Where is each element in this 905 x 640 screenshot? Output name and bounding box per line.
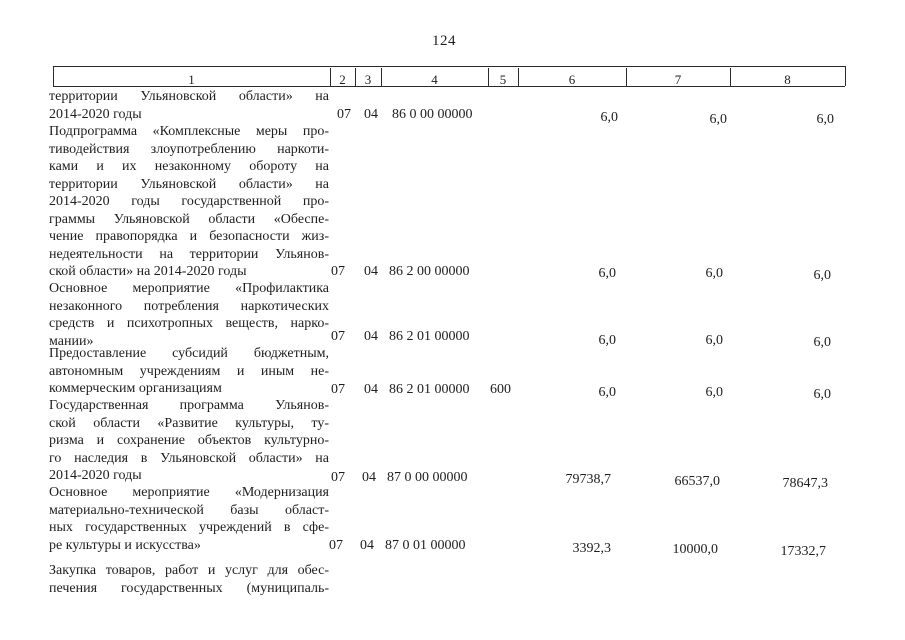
row-description — [49, 123, 329, 281]
section-code: 07 — [329, 538, 343, 553]
description-line: печения государственных (муниципаль- — [49, 580, 329, 596]
amount-col6: 6,0 — [598, 333, 616, 348]
row-description — [49, 88, 329, 123]
description-line: граммы Ульяновской области «Обеспе- — [49, 211, 329, 227]
description-line: территории Ульяновской области» на — [49, 176, 329, 192]
section-code: 07 — [331, 329, 345, 344]
description-line: автономным учреждениям и иным не- — [49, 363, 329, 379]
row-description — [49, 484, 329, 554]
amount-col7: 6,0 — [709, 112, 727, 127]
description-line: Подпрограмма «Комплексные меры про- — [49, 124, 329, 139]
description-line: ных государственных учреждений в сфе- — [49, 520, 329, 535]
description-line: ской области» на 2014-2020 годы — [49, 264, 247, 279]
description-line: 2014-2020 годы — [49, 468, 142, 483]
subsection-code: 04 — [362, 470, 376, 485]
description-line: Основное мероприятие «Профилактика — [49, 281, 329, 296]
target-article-code: 86 2 01 00000 — [389, 329, 470, 344]
description-line: материально-технической базы област- — [49, 502, 329, 518]
section-code: 07 — [331, 470, 345, 485]
description-line: мании» — [49, 333, 94, 349]
header-top-rule — [53, 66, 845, 67]
description-line: территории Ульяновской области» на — [49, 89, 329, 104]
description-line: Предоставление субсидий бюджетным, — [49, 346, 329, 361]
amount-col8: 17332,7 — [780, 544, 826, 559]
expense-type-code: 600 — [490, 382, 511, 397]
target-article-code: 87 0 00 00000 — [387, 470, 468, 485]
target-article-code: 87 0 01 00000 — [385, 538, 466, 553]
section-code: 07 — [331, 264, 345, 279]
amount-col7: 6,0 — [705, 385, 723, 400]
target-article-code: 86 2 00 00000 — [389, 264, 470, 279]
page-number: 124 — [432, 33, 456, 49]
amount-col6: 3392,3 — [572, 541, 611, 556]
description-line: Закупка товаров, работ и услуг для обес- — [49, 563, 329, 578]
column-header: 4 — [431, 72, 438, 87]
row-description — [49, 280, 329, 350]
amount-col6: 6,0 — [598, 385, 616, 400]
target-article-code: 86 0 00 00000 — [392, 107, 473, 122]
description-line: незаконного потребления наркотических — [49, 298, 329, 314]
subsection-code: 04 — [364, 264, 378, 279]
description-line: недеятельности на территории Ульянов- — [49, 246, 329, 262]
amount-col7: 6,0 — [705, 333, 723, 348]
description-line: 2014-2020 годы — [49, 106, 142, 122]
subsection-code: 04 — [364, 329, 378, 344]
column-header: 8 — [784, 72, 791, 87]
column-header: 1 — [188, 72, 195, 87]
description-line: Государственная программа Ульянов- — [49, 398, 329, 413]
subsection-code: 04 — [364, 107, 378, 122]
section-code: 07 — [337, 107, 351, 122]
column-header: 5 — [499, 72, 507, 87]
description-line: ре культуры и искусства» — [49, 537, 201, 553]
description-line: средств и психотропных веществ, нарко- — [49, 316, 329, 331]
description-line: Основное мероприятие «Модернизация — [49, 485, 329, 500]
column-header: 2 — [339, 72, 346, 87]
description-line: коммерческим организациям — [49, 381, 222, 396]
row-description — [49, 345, 329, 398]
section-code: 07 — [331, 382, 345, 397]
description-line: тиводействия злоупотреблению наркоти- — [49, 141, 329, 157]
amount-col8: 6,0 — [813, 335, 831, 350]
amount-col8: 6,0 — [813, 387, 831, 402]
amount-col6: 6,0 — [598, 266, 616, 281]
table-header — [0, 0, 905, 100]
amount-col7: 6,0 — [705, 266, 723, 281]
column-header: 7 — [674, 72, 682, 87]
column-header: 6 — [568, 72, 576, 87]
column-header: 3 — [364, 72, 372, 87]
row-description — [49, 397, 329, 485]
description-line: ризма и сохранение объектов культурно- — [49, 433, 329, 448]
amount-col6: 79738,7 — [565, 472, 611, 487]
amount-col7: 10000,0 — [672, 542, 718, 557]
amount-col7: 66537,0 — [674, 474, 720, 489]
description-line: го наследия в Ульяновской области» на — [49, 450, 329, 466]
description-line: чение правопорядка и безопасности жиз- — [49, 229, 329, 244]
subsection-code: 04 — [364, 382, 378, 397]
description-line: 2014-2020 годы государственной про- — [49, 194, 329, 209]
subsection-code: 04 — [360, 538, 374, 553]
description-line: ками и их незаконному обороту на — [49, 159, 329, 174]
description-line: ской области «Развитие культуры, ту- — [49, 415, 329, 431]
header-divider — [845, 66, 846, 86]
row-description — [49, 562, 329, 597]
target-article-code: 86 2 01 00000 — [389, 382, 470, 397]
amount-col8: 78647,3 — [782, 476, 828, 491]
amount-col6: 6,0 — [600, 110, 618, 125]
amount-col8: 6,0 — [816, 112, 834, 127]
amount-col8: 6,0 — [813, 268, 831, 283]
